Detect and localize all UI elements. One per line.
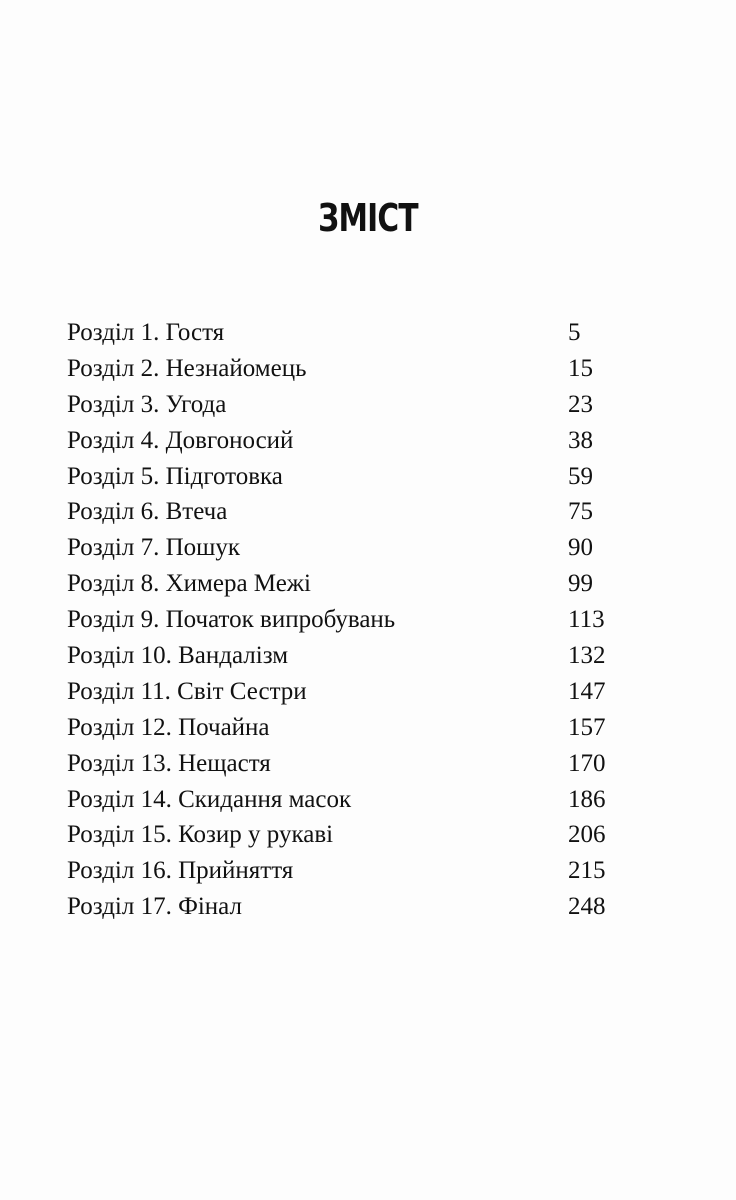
toc-row (67, 674, 627, 710)
toc-page-number: 170 (568, 749, 606, 777)
toc-chapter-title: Розділ 11. Світ Сестри (67, 677, 307, 705)
page-title: ЗМІСТ (318, 196, 418, 240)
toc-row (67, 638, 627, 674)
toc-row (67, 351, 627, 387)
toc-row (67, 387, 627, 423)
toc-row (67, 602, 627, 638)
toc-chapter-title: Розділ 2. Незнайомець (67, 354, 307, 382)
toc-page-number: 38 (568, 426, 593, 454)
toc-page-number: 90 (568, 534, 593, 562)
toc-chapter-title: Розділ 9. Початок випробувань (67, 606, 396, 634)
toc-page-number: 147 (568, 677, 606, 705)
toc-chapter-title: Розділ 12. Почайна (67, 713, 270, 741)
toc-page-number: 215 (568, 857, 606, 885)
toc-chapter-title: Розділ 3. Угода (67, 390, 227, 418)
toc-row (67, 710, 627, 746)
toc-chapter-title: Розділ 15. Козир у рукаві (67, 821, 334, 849)
table-of-contents (67, 315, 627, 925)
toc-page-number: 99 (568, 570, 593, 598)
toc-chapter-title: Розділ 1. Гостя (67, 319, 225, 346)
toc-page-number: 113 (568, 606, 605, 634)
toc-page-number: 5 (568, 319, 581, 346)
toc-chapter-title: Розділ 4. Довгоносий (67, 426, 294, 454)
toc-chapter-title: Розділ 7. Пошук (67, 534, 241, 562)
toc-row (67, 459, 627, 495)
toc-page-number: 248 (568, 893, 606, 921)
toc-row (67, 782, 627, 818)
toc-page-number: 206 (568, 821, 606, 849)
toc-chapter-title: Розділ 16. Прийняття (67, 857, 294, 885)
toc-page-number: 75 (568, 498, 593, 526)
toc-chapter-title: Розділ 5. Підготовка (67, 462, 283, 490)
toc-chapter-title: Розділ 14. Скидання масок (67, 785, 352, 813)
toc-chapter-title: Розділ 10. Вандалізм (67, 642, 289, 670)
toc-page-number: 15 (568, 354, 593, 382)
toc-row (67, 530, 627, 566)
toc-row (67, 566, 627, 602)
toc-row (67, 315, 627, 351)
toc-page-number: 23 (568, 390, 593, 418)
toc-row (67, 817, 627, 853)
toc-page-number: 157 (568, 713, 606, 741)
toc-page-number: 59 (568, 462, 593, 490)
toc-page-number: 186 (568, 785, 606, 813)
toc-chapter-title: Розділ 17. Фінал (67, 893, 242, 921)
toc-row (67, 853, 627, 889)
toc-chapter-title: Розділ 8. Химера Межі (67, 570, 312, 598)
toc-page-number: 132 (568, 642, 606, 670)
toc-row (67, 423, 627, 459)
toc-row (67, 494, 627, 530)
toc-chapter-title: Розділ 13. Нещастя (67, 749, 271, 777)
toc-row (67, 746, 627, 782)
toc-chapter-title: Розділ 6. Втеча (67, 498, 228, 526)
toc-row (67, 889, 627, 925)
